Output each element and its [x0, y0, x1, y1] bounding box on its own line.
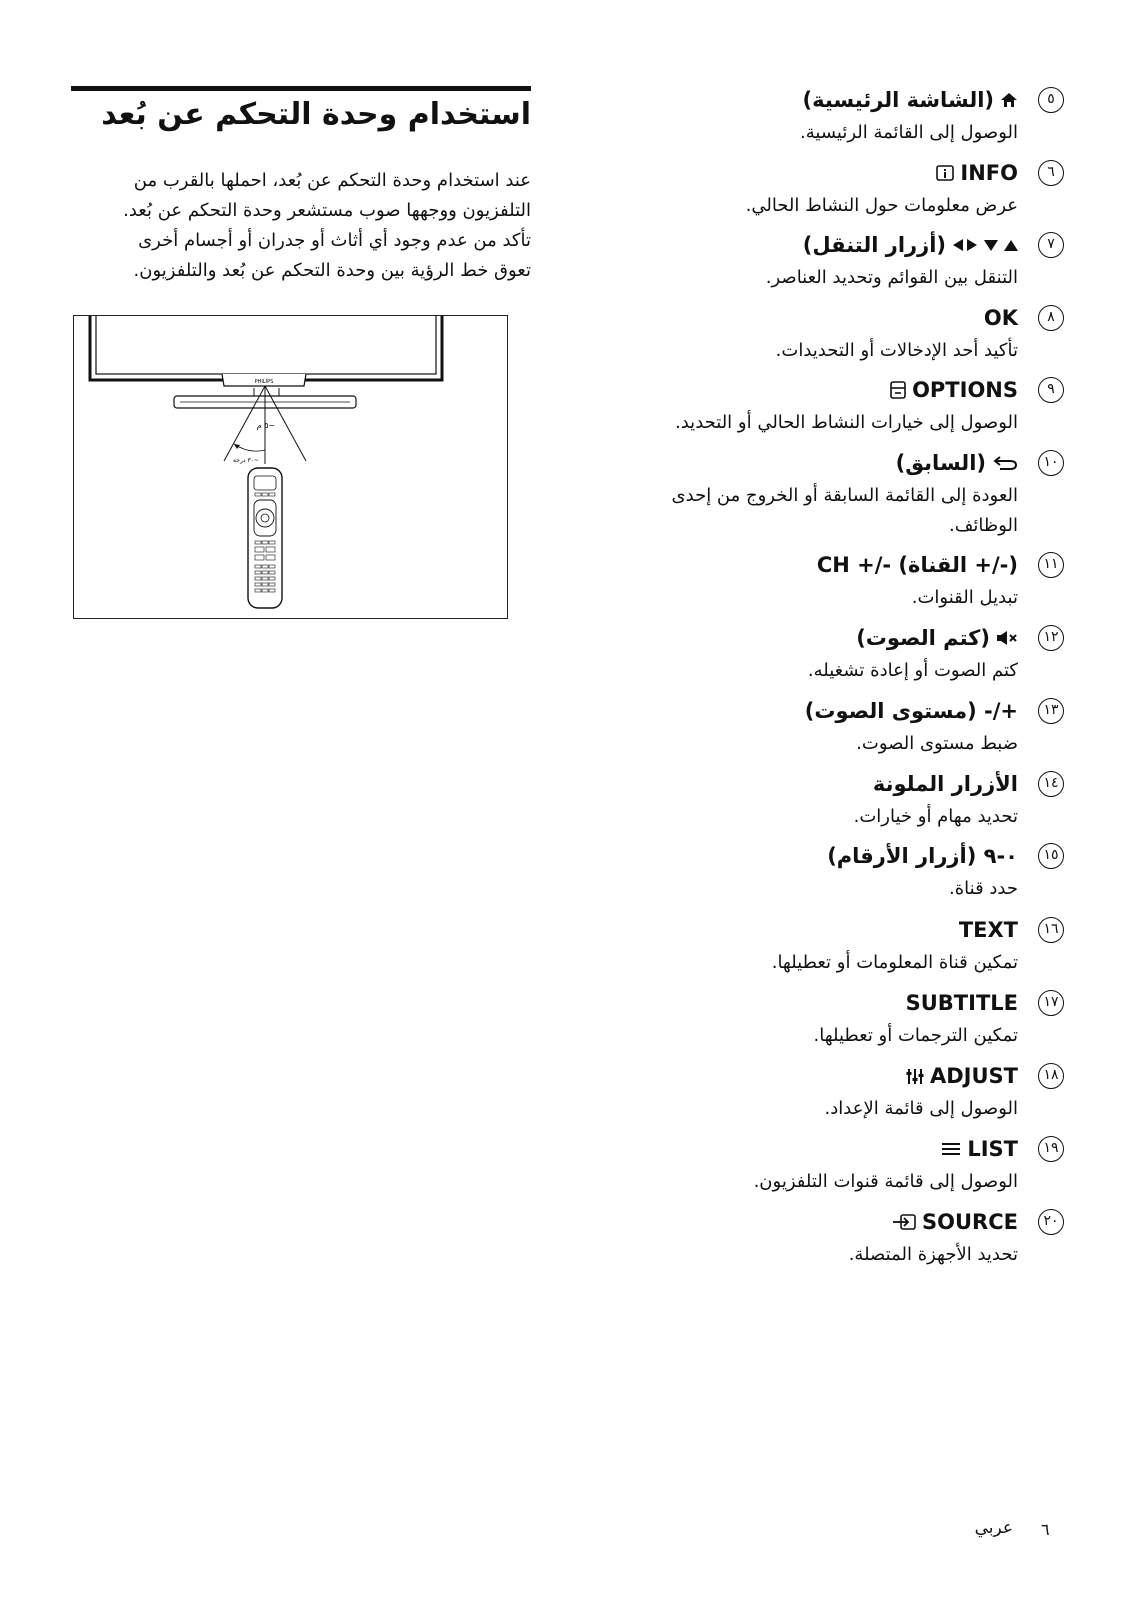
item-heading — [890, 377, 1018, 403]
item-number: ١٣ — [1038, 698, 1064, 724]
item-description: الوصول إلى خيارات النشاط الحالي أو التحديد. — [675, 412, 1018, 433]
body-line: تأكد من عدم وجود أي أثاث أو جدران أو أجسام أخرى — [138, 230, 531, 251]
item-title: (الشاشة الرئيسية) — [802, 88, 994, 112]
item-description: التنقل بين القوائم وتحديد العناصر. — [765, 267, 1018, 288]
item-number: ١٥ — [1038, 843, 1064, 869]
item-description: كتم الصوت أو إعادة تشغيله. — [807, 660, 1018, 681]
item-heading — [827, 843, 1018, 869]
source-icon — [892, 1214, 916, 1230]
tv-and-remote-illustration — [74, 316, 507, 618]
item-description: تبديل القنوات. — [911, 587, 1018, 608]
item-description: تحديد الأجهزة المتصلة. — [848, 1244, 1018, 1265]
item-description: حدد قناة. — [949, 878, 1018, 899]
item-heading — [896, 450, 1018, 476]
distance-label: ~٥ م — [256, 421, 276, 430]
tv-screen — [90, 316, 442, 380]
remote-key-navigation — [600, 232, 1064, 300]
remote-key-back — [600, 450, 1064, 536]
item-number: ٦ — [1038, 160, 1064, 186]
item-title: (السابق) — [895, 451, 986, 475]
item-description: ضبط مستوى الصوت. — [856, 733, 1018, 754]
item-title: (كتم الصوت) — [856, 626, 990, 650]
item-heading — [984, 305, 1018, 331]
item-description: عرض معلومات حول النشاط الحالي. — [745, 195, 1018, 216]
remote-key-color-buttons — [600, 771, 1064, 839]
remote-key-ok — [600, 305, 1064, 373]
item-heading — [959, 917, 1018, 943]
remote-key-options — [600, 377, 1064, 445]
remote-key-list — [600, 1136, 1064, 1204]
body-line: تعوق خط الرؤية بين وحدة التحكم عن بُعد والتلفزيون. — [133, 260, 531, 281]
item-number: ١٦ — [1038, 917, 1064, 943]
remote-key-volume — [600, 698, 1064, 766]
remote-key-home — [600, 87, 1064, 155]
item-number: ٧ — [1038, 232, 1064, 258]
item-title: SUBTITLE — [905, 991, 1018, 1015]
item-heading — [892, 1209, 1018, 1235]
item-heading — [906, 990, 1018, 1016]
item-title: INFO — [960, 161, 1018, 185]
item-heading — [906, 1063, 1018, 1089]
body-line: التلفزيون ووجهها صوب مستشعر وحدة التحكم عن بُعد. — [123, 200, 531, 221]
item-description: الوصول إلى قائمة قنوات التلفزيون. — [753, 1171, 1018, 1192]
item-heading — [803, 232, 1018, 258]
page-number: ٦ — [1041, 1520, 1050, 1539]
section-title: استخدام وحدة التحكم عن بُعد — [101, 97, 531, 132]
item-description: العودة إلى القائمة السابقة أو الخروج من إحدى الوظائف. — [671, 485, 1018, 536]
item-number: ١٢ — [1038, 625, 1064, 651]
item-title: الأزرار الملونة — [872, 772, 1018, 796]
item-description: تمكين قناة المعلومات أو تعطيلها. — [771, 952, 1018, 973]
item-title: CH +/- (القناة +/-) — [816, 553, 1018, 577]
navigation-arrows-icon — [952, 237, 1018, 253]
item-heading — [873, 771, 1018, 797]
item-number: ٨ — [1038, 305, 1064, 331]
remote-key-text — [600, 917, 1064, 985]
item-title: ADJUST — [930, 1064, 1018, 1088]
item-number: ٥ — [1038, 87, 1064, 113]
item-title: OPTIONS — [912, 378, 1018, 402]
remote-key-source — [600, 1209, 1064, 1277]
mute-icon — [996, 630, 1018, 646]
body-line: عند استخدام وحدة التحكم عن بُعد، احملها بالقرب من — [133, 170, 531, 191]
item-title: (أزرار التنقل) — [802, 233, 946, 257]
remote-key-mute — [600, 625, 1064, 693]
item-heading — [936, 160, 1018, 186]
item-title: OK — [983, 306, 1018, 330]
item-number: ١٩ — [1038, 1136, 1064, 1162]
item-number: ٩ — [1038, 377, 1064, 403]
item-description: الوصول إلى قائمة الإعداد. — [824, 1098, 1018, 1119]
item-heading — [805, 698, 1018, 724]
item-description: الوصول إلى القائمة الرئيسية. — [800, 122, 1018, 143]
section-divider — [71, 86, 531, 91]
item-title: ٠-٩ (أزرار الأرقام) — [827, 844, 1018, 868]
list-icon — [941, 1141, 961, 1157]
item-number: ١٤ — [1038, 771, 1064, 797]
item-heading — [856, 625, 1018, 651]
item-number: ١٨ — [1038, 1063, 1064, 1089]
remote-key-channel — [600, 552, 1064, 620]
item-heading — [802, 87, 1018, 113]
item-number: ١٠ — [1038, 450, 1064, 476]
angle-label: ~٣٠ درجة — [233, 457, 259, 464]
item-description: تأكيد أحد الإدخالات أو التحديدات. — [775, 340, 1018, 361]
item-title: LIST — [967, 1137, 1018, 1161]
remote-key-subtitle — [600, 990, 1064, 1058]
item-heading — [817, 552, 1018, 578]
item-title: TEXT — [958, 918, 1018, 942]
item-heading — [941, 1136, 1018, 1162]
item-title: +/- (مستوى الصوت) — [804, 699, 1018, 723]
tv-brand-label: PHILIPS — [254, 379, 274, 385]
item-number: ١١ — [1038, 552, 1064, 578]
info-icon — [936, 165, 954, 181]
item-description: تمكين الترجمات أو تعطيلها. — [813, 1025, 1018, 1046]
item-description: تحديد مهام أو خيارات. — [853, 806, 1018, 827]
options-icon — [890, 381, 906, 399]
home-icon — [1000, 92, 1018, 108]
remote-usage-figure — [73, 315, 508, 619]
section-body — [71, 166, 531, 286]
item-title: SOURCE — [922, 1210, 1018, 1234]
remote-control — [248, 468, 282, 608]
item-number: ٢٠ — [1038, 1209, 1064, 1235]
footer-language: عربي — [974, 1518, 1013, 1538]
remote-key-adjust — [600, 1063, 1064, 1131]
back-icon — [992, 454, 1018, 472]
remote-key-info — [600, 160, 1064, 228]
remote-key-numbers — [600, 843, 1064, 911]
item-number: ١٧ — [1038, 990, 1064, 1016]
adjust-icon — [906, 1067, 924, 1085]
